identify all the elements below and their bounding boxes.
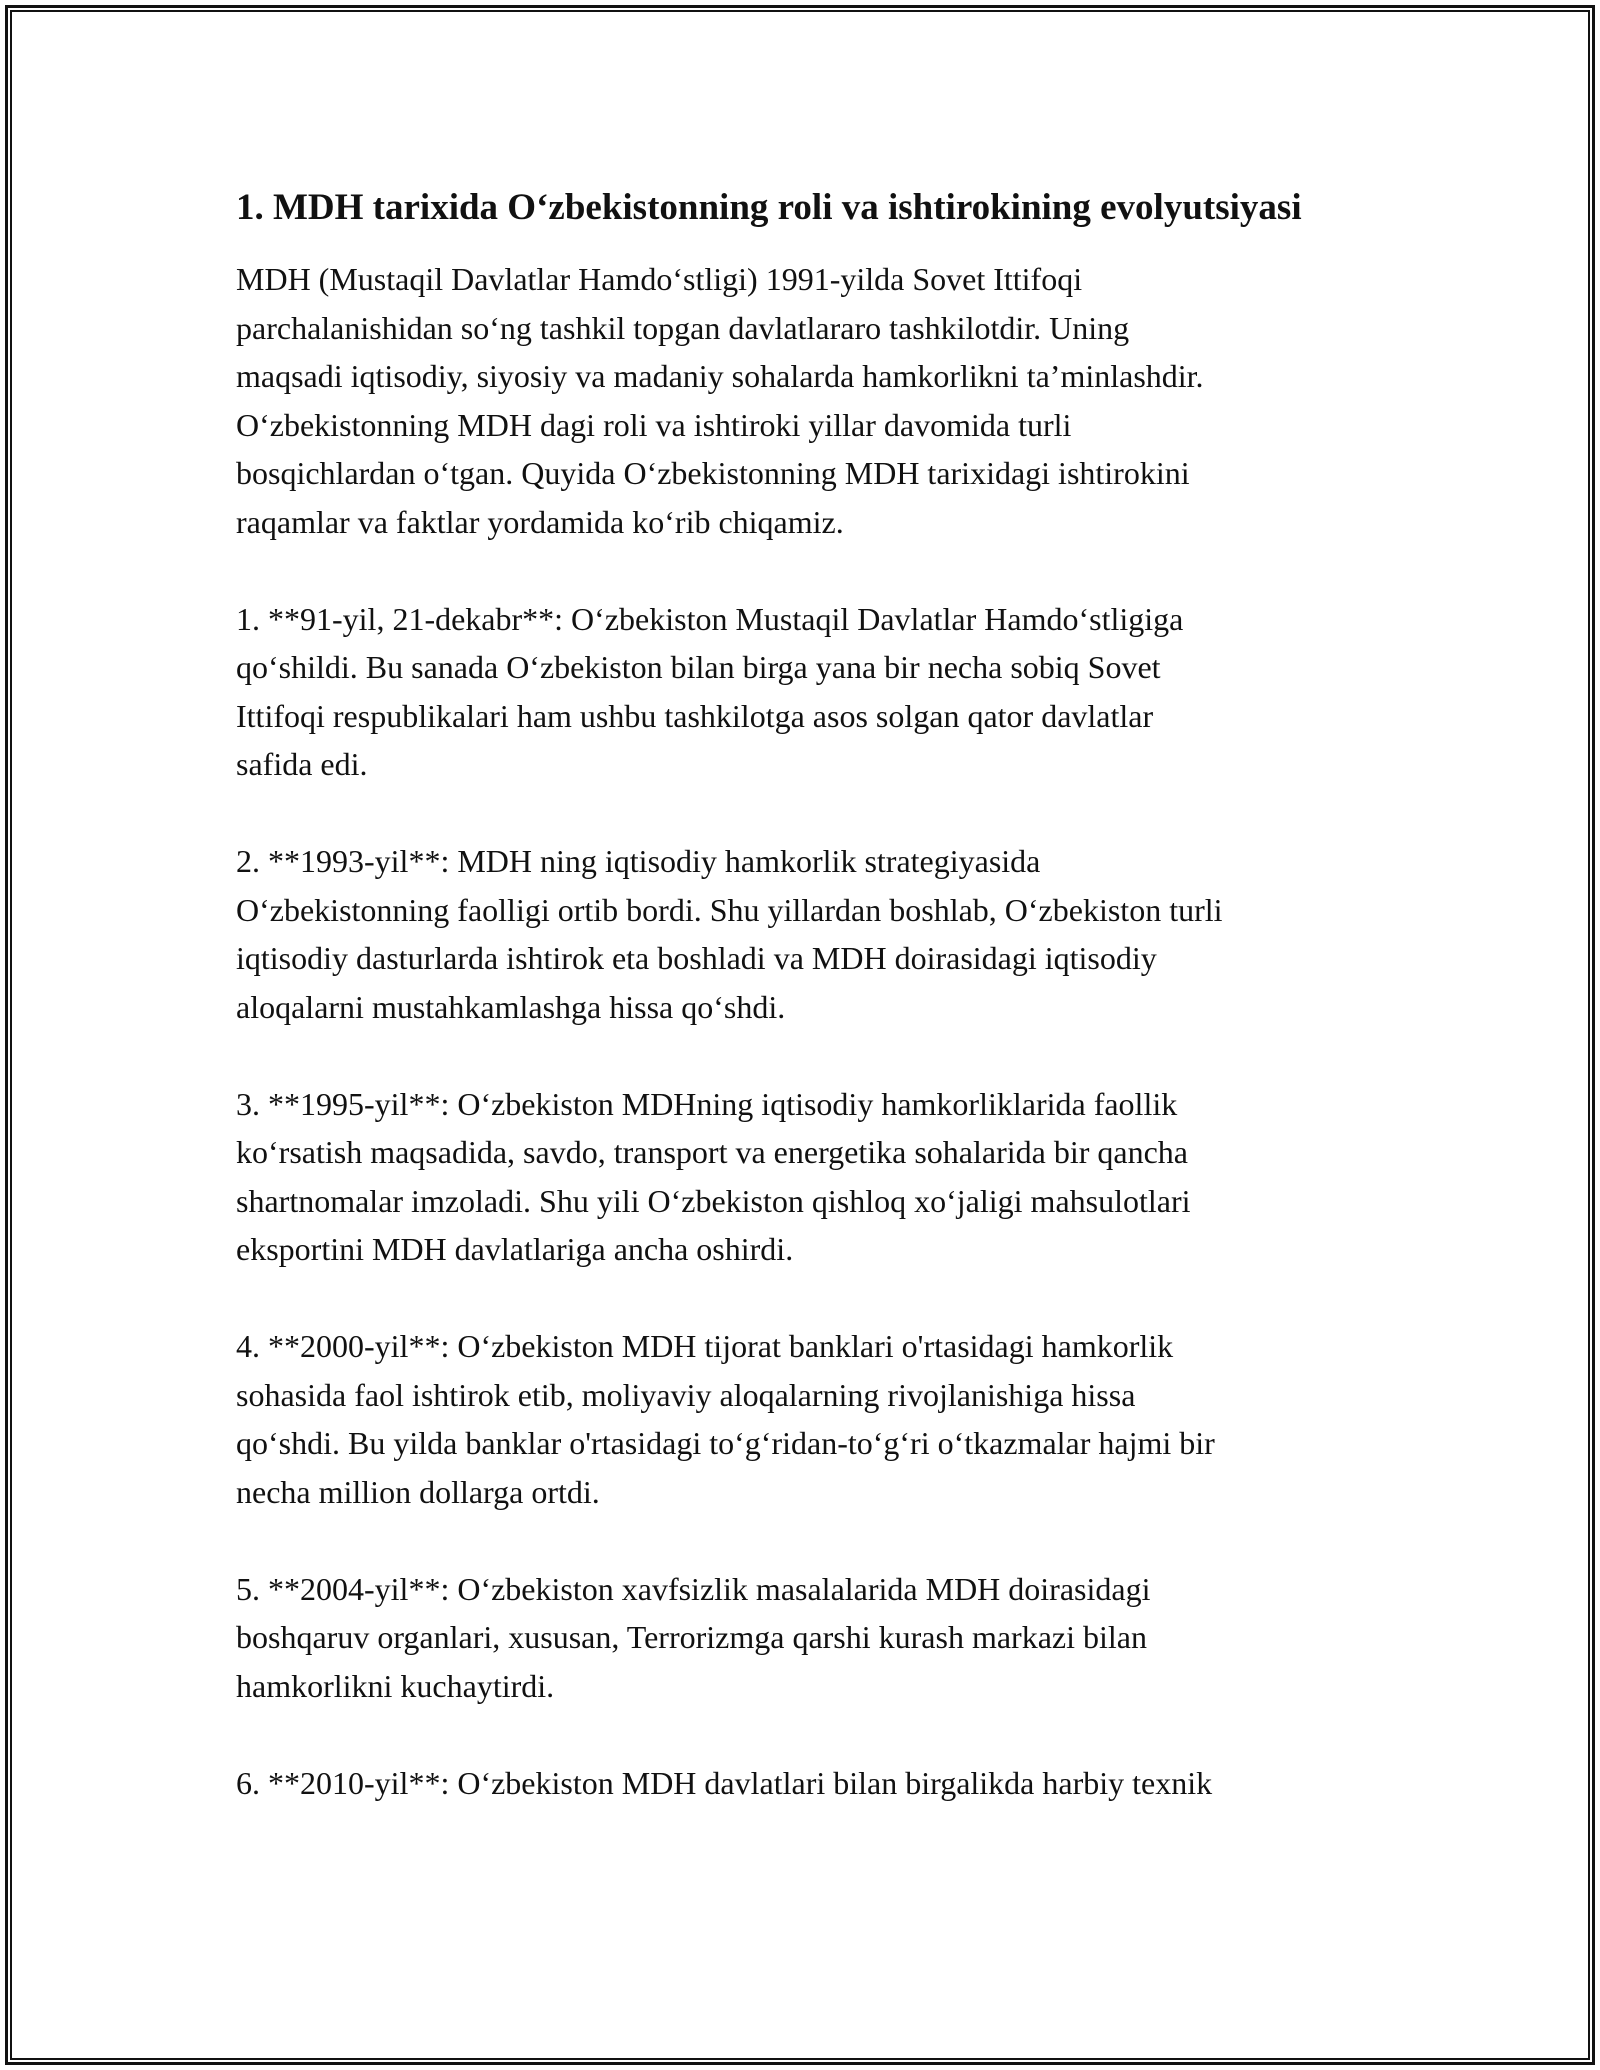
document-body <box>236 180 1386 1807</box>
list-item-2: 2. **1993-yil**: MDH ning iqtisodiy hamkorlik strategiyasida O‘zbekistonning faolligi ortib bordi. Shu yillardan boshlab, O‘zbekiston turli iqtisodiy dasturlarda ishtirok eta boshladi va MDH doirasidagi iqtisodiy aloqalarni mustahkamlashga hissa qo‘shdi. <box>236 843 1223 1025</box>
list-item-1: 1. **91-yil, 21-dekabr**: O‘zbekiston Mustaqil Davlatlar Hamdo‘stligiga qo‘shildi. Bu sanada O‘zbekiston bilan birga yana bir necha sobiq Sovet Ittifoqi respublikalari ham ushbu tashkilotga asos solgan qator davlatlar safida edi. <box>236 600 1184 782</box>
document-title: 1. MDH tarixida O‘zbekistonning roli va ishtirokining evolyutsiyasi <box>236 187 1302 228</box>
list-item-5: 5. **2004-yil**: O‘zbekiston xavfsizlik masalalarida MDH doirasidagi boshqaruv organlari, xususan, Terrorizmga qarshi kurash markazi bilan hamkorlikni kuchaytirdi. <box>236 1570 1151 1704</box>
list-item-4: 4. **2000-yil**: O‘zbekiston MDH tijorat banklari o'rtasidagi hamkorlik sohasida faol ishtirok etib, moliyaviy aloqalarning rivojlanishiga hissa qo‘shdi. Bu yilda banklar o'rtasidagi to‘g‘ridan-to‘g‘ri o‘tkazmalar hajmi bir necha million dollarga ortdi. <box>236 1328 1215 1510</box>
list-item-6: 6. **2010-yil**: O‘zbekiston MDH davlatlari bilan birgalikda harbiy texnik <box>236 1764 1213 1801</box>
intro-paragraph: MDH (Mustaqil Davlatlar Hamdo‘stligi) 1991-yilda Sovet Ittifoqi parchalanishidan so‘ng tashkil topgan davlatlararo tashkilotdir. Uning maqsadi iqtisodiy, siyosiy va madaniy sohalarda hamkorlikni ta’minlashdir. O‘zbekistonning MDH dagi roli va ishtiroki yillar davomida turli bosqichlardan o‘tgan. Quyida O‘zbekistonning MDH tarixidagi ishtirokini raqamlar va faktlar yordamida ko‘rib chiqamiz. <box>236 261 1204 540</box>
list-item-3: 3. **1995-yil**: O‘zbekiston MDHning iqtisodiy hamkorliklarida faollik ko‘rsatish maqsadida, savdo, transport va energetika sohalarida bir qancha shartnomalar imzoladi. Shu yili O‘zbekiston qishloq xo‘jaligi mahsulotlari eksportini MDH davlatlariga ancha oshirdi. <box>236 1085 1191 1267</box>
